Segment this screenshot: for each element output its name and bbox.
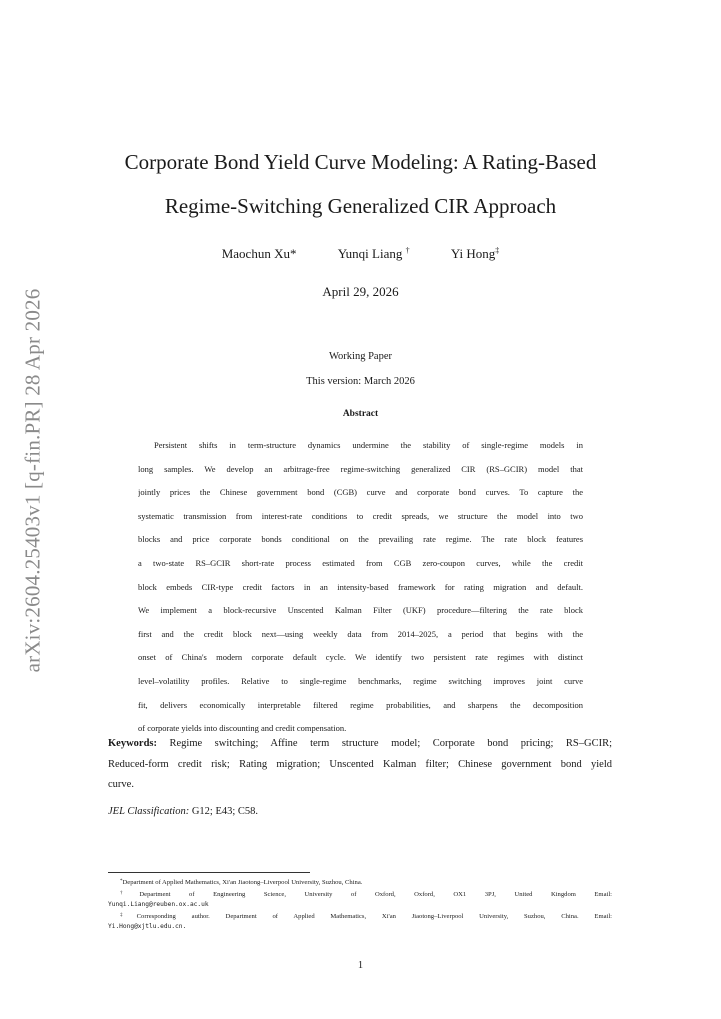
footnote-3: ‡Corresponding author. Department of Applied Mathematics, Xi'an Jiaotong–Liverpool University, Suzhou, China. Email: xyxy=(120,912,612,920)
author: Yi Hong‡ xyxy=(450,246,500,261)
keywords-line: curve. xyxy=(108,779,134,790)
keywords-line xyxy=(108,734,612,755)
jel-codes: G12; E43; C58. xyxy=(191,806,259,817)
footnote-divider xyxy=(108,872,310,873)
paper-date: April 29, 2026 xyxy=(322,284,399,299)
arxiv-identifier-stamp xyxy=(8,290,58,670)
abstract-line: Persistent shifts in term-structure dynamics undermine the stability of single-regime models in xyxy=(154,440,583,450)
keywords-block xyxy=(108,734,612,796)
abstract-line: a two-state RS–GCIR short-rate process estimated from CGB zero-coupon curves, while the credit xyxy=(138,557,583,568)
author-footnote-mark: * xyxy=(289,246,297,261)
abstract-line: We implement a block-recursive Unscented Kalman Filter (UKF) procedure—filtering the rate block xyxy=(138,605,583,616)
page-number: 1 xyxy=(357,960,364,971)
arxiv-identifier-text: arXiv:2604.25403v1 [q-fin.PR] 28 Apr 2026 xyxy=(20,288,45,672)
abstract-heading: Abstract xyxy=(342,409,379,419)
paper-title-line-1: Corporate Bond Yield Curve Modeling: A Rating-Based xyxy=(124,150,597,174)
author-footnote-mark: ‡ xyxy=(495,246,500,255)
author: Yunqi Liang † xyxy=(337,246,410,261)
footnote-2: †Department of Engineering Science, University of Oxford, Oxford, OX1 3PJ, United Kingdom Email: xyxy=(120,890,612,898)
footnotes xyxy=(108,877,612,933)
paper-title-line-2: Regime-Switching Generalized CIR Approach xyxy=(164,194,557,218)
abstract-line: fit, delivers economically interpretable filtered regime probabilities, and sharpens the decomposition xyxy=(138,699,583,710)
jel-label: JEL Classification: xyxy=(108,806,190,817)
abstract-line: blocks and price corporate bonds conditional on the prevailing rate regime. The rate block features xyxy=(138,534,583,545)
keywords-label: Keywords: xyxy=(108,738,157,749)
abstract-line: jointly prices the Chinese government bond (CGB) curve and corporate bond curves. To capture the xyxy=(138,487,583,498)
footnote-1: *Department of Applied Mathematics, Xi'an Jiaotong–Liverpool University, Suzhou, China. xyxy=(120,879,363,886)
abstract-line: first and the credit block next—using weekly data from 2014–2025, a period that begins with the xyxy=(138,628,583,639)
keywords-text: Regime switching; Affine term structure model; Corporate bond pricing; RS–GCIR; xyxy=(169,738,613,749)
author-footnote-mark: † xyxy=(405,246,410,255)
jel-classification xyxy=(108,806,258,817)
abstract-line: block embeds CIR-type credit factors in an intensity-based framework for rating migration and default. xyxy=(138,581,583,592)
author: Maochun Xu* xyxy=(221,246,297,261)
working-paper-label: Working Paper xyxy=(328,351,392,362)
abstract-line: onset of China's modern corporate default cycle. We identify two persistent rate regimes with distinct xyxy=(138,652,583,663)
abstract-body xyxy=(138,434,583,741)
abstract-line: systematic transmission from interest-rate conditions to credit spreads, we structure the model into two xyxy=(138,510,583,521)
abstract-line: of corporate yields into discounting and credit compensation. xyxy=(138,723,347,734)
abstract-line: long samples. We develop an arbitrage-free regime-switching generalized CIR (RS–GCIR) model that xyxy=(138,463,583,474)
footnote-3-email[interactable]: Yi.Hong@xjtlu.edu.cn. xyxy=(108,923,187,931)
keywords-line: Reduced-form credit risk; Rating migration; Unscented Kalman filter; Chinese government bond yield xyxy=(108,758,612,770)
author-list xyxy=(0,246,721,262)
abstract-line: level–volatility profiles. Relative to single-regime benchmarks, regime switching improves joint curve xyxy=(138,675,583,686)
version-label: This version: March 2026 xyxy=(306,376,415,387)
footnote-2-email[interactable]: Yunqi.Liang@reuben.ox.ac.uk xyxy=(108,901,209,909)
